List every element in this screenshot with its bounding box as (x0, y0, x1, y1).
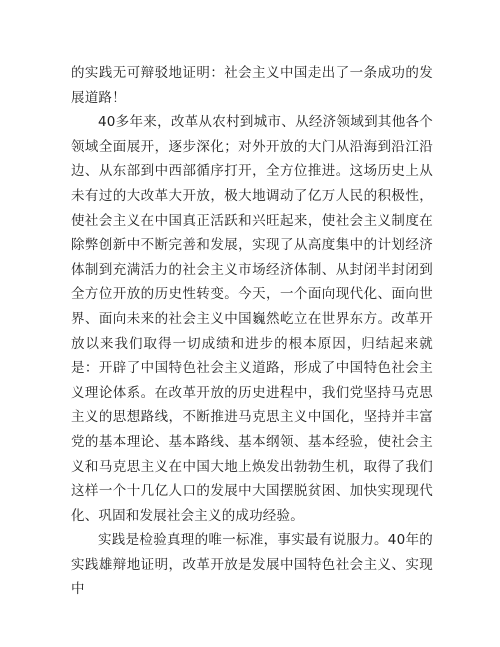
paragraph-2: 40多年来，改革从农村到城市、从经济领域到其他各个领域全面展开，逐步深化；对外开放的大门从沿海到沿江沿边、从东部到中西部循序打开，全方位推进。这场历史上从未有过的大改革大开放，极大地调动了亿万人民的积极性，使社会主义在中国真正活跃和兴旺起来，使社会主义制度在除弊创新中不断完善和发展，实现了从高度集中的计划经济体制到充满活力的社会主义市场经济体制、从封闭半封闭到全方位开放的历史性转变。今天，一个面向现代化、面向世界、面向未来的社会主义中国巍然屹立在世界东方。改革开放以来我们取得一切成绩和进步的根本原因，归结起来就是：开辟了中国特色社会主义道路，形成了中国特色社会主义理论体系。在改革开放的历史进程中，我们党坚持马克思主义的思想路线，不断推进马克思主义中国化，坚持并丰富党的基本理论、基本路线、基本纲领、基本经验，使社会主义和马克思主义在中国大地上焕发出勃勃生机，取得了我们这样一个十几亿人口的发展中大国摆脱贫困、加快实现现代化、巩固和发展社会主义的成功经验。 (71, 114, 433, 524)
paragraph-3: 实践是检验真理的唯一标准，事实最有说服力。40年的实践雄辩地证明，改革开放是发展中国特色社会主义、实现中 (71, 532, 433, 598)
document-body (71, 61, 433, 602)
paragraph-1: 的实践无可辩驳地证明：社会主义中国走出了一条成功的发展道路！ (71, 65, 433, 106)
